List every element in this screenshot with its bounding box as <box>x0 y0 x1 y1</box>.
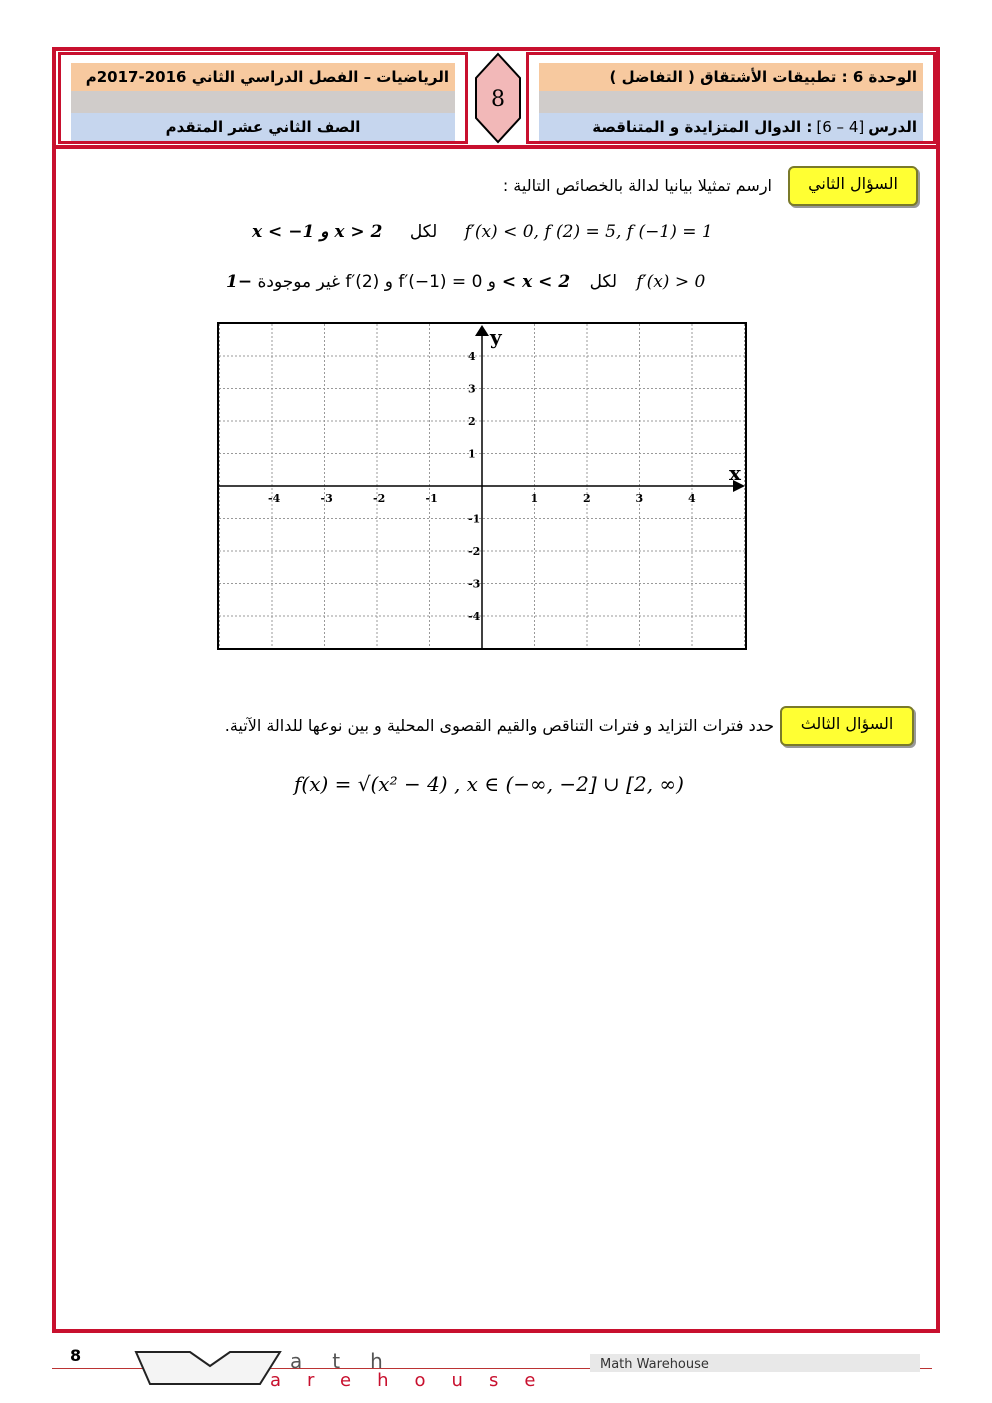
x-axis-label: x <box>729 461 741 485</box>
header-divider <box>52 145 940 149</box>
footer-logo <box>130 1346 930 1390</box>
condition2-word: لكل <box>589 272 618 292</box>
header-right-box <box>526 52 936 144</box>
y-tick-label: 4 <box>468 350 476 363</box>
page-badge-number: 8 <box>491 87 505 112</box>
x-tick-label: 1 <box>530 492 539 505</box>
y-tick-label: 3 <box>468 382 476 396</box>
logo-caption: Math Warehouse <box>600 1357 709 1372</box>
condition2-extra: و f′(−1) = 0 و f′(2) غير موجودة <box>257 272 497 292</box>
grade-title: الصف الثاني عشر المتقدم <box>71 113 455 141</box>
logo-text-top: ath <box>290 1349 413 1373</box>
unit-title: الوحدة 6 : تطبيقات الأشتقاق ( التفاضل ) <box>539 63 923 91</box>
condition1 <box>252 222 713 242</box>
coordinate-grid <box>217 322 747 650</box>
page-badge <box>474 52 522 144</box>
y-tick-label: -1 <box>468 512 481 526</box>
question3-label: السؤال الثالث <box>780 706 914 746</box>
condition2-math: f′(x) > 0 <box>636 272 706 292</box>
condition1-range: x < −1 و x > 2 <box>252 222 383 242</box>
hexagon-badge-icon <box>474 52 522 144</box>
y-axis-label: y <box>490 325 502 349</box>
subject-title: الرياضيات – الفصل الدراسي الثاني 2016-2017م <box>71 63 455 91</box>
footer-page-number: 8 <box>70 1346 82 1365</box>
x-tick-label: -2 <box>373 492 386 505</box>
condition1-word: لكل <box>409 222 438 242</box>
lesson-label: الدرس <box>868 118 917 136</box>
y-tick-label: -2 <box>468 545 481 558</box>
condition2 <box>212 272 705 292</box>
unit-spacer <box>539 91 923 113</box>
y-tick-label: -3 <box>468 577 481 591</box>
x-tick-label: 3 <box>635 492 644 505</box>
logo-text-bottom: arehouse <box>270 1370 562 1390</box>
y-tick-label: -4 <box>468 610 481 623</box>
x-tick-label: -3 <box>320 492 333 505</box>
question2-label: السؤال الثاني <box>788 166 918 206</box>
x-tick-label: -4 <box>268 492 281 505</box>
header-left-box <box>58 52 468 144</box>
x-tick-label: -1 <box>425 492 438 505</box>
question2-prompt: ارسم تمثيلا بيانيا لدالة بالخصائص التالية : <box>502 176 772 195</box>
lesson-row <box>539 113 923 141</box>
question3-prompt: حدد فترات التزايد و فترات التناقص والقيم القصوى المحلية و بين نوعها للدالة الآتية. <box>224 716 774 735</box>
x-tick-label: 4 <box>688 492 696 505</box>
lesson-title: : الدوال المتزايدة و المتناقصة <box>592 118 813 136</box>
y-tick-label: 1 <box>468 447 476 461</box>
condition1-math: f′(x) < 0, f (2) = 5, f (−1) = 1 <box>464 222 713 242</box>
y-tick-label: 2 <box>468 415 476 428</box>
logo-m-shape <box>136 1352 280 1384</box>
x-tick-label: 2 <box>583 492 591 505</box>
question3-function: f(x) = √(x² − 4) , x ∈ (−∞, −2] ∪ [2, ∞) <box>294 772 684 796</box>
subject-spacer <box>71 91 455 113</box>
lesson-number: [6 – 4] <box>816 118 865 136</box>
condition2-range: −1 < x < 2 <box>226 272 571 292</box>
